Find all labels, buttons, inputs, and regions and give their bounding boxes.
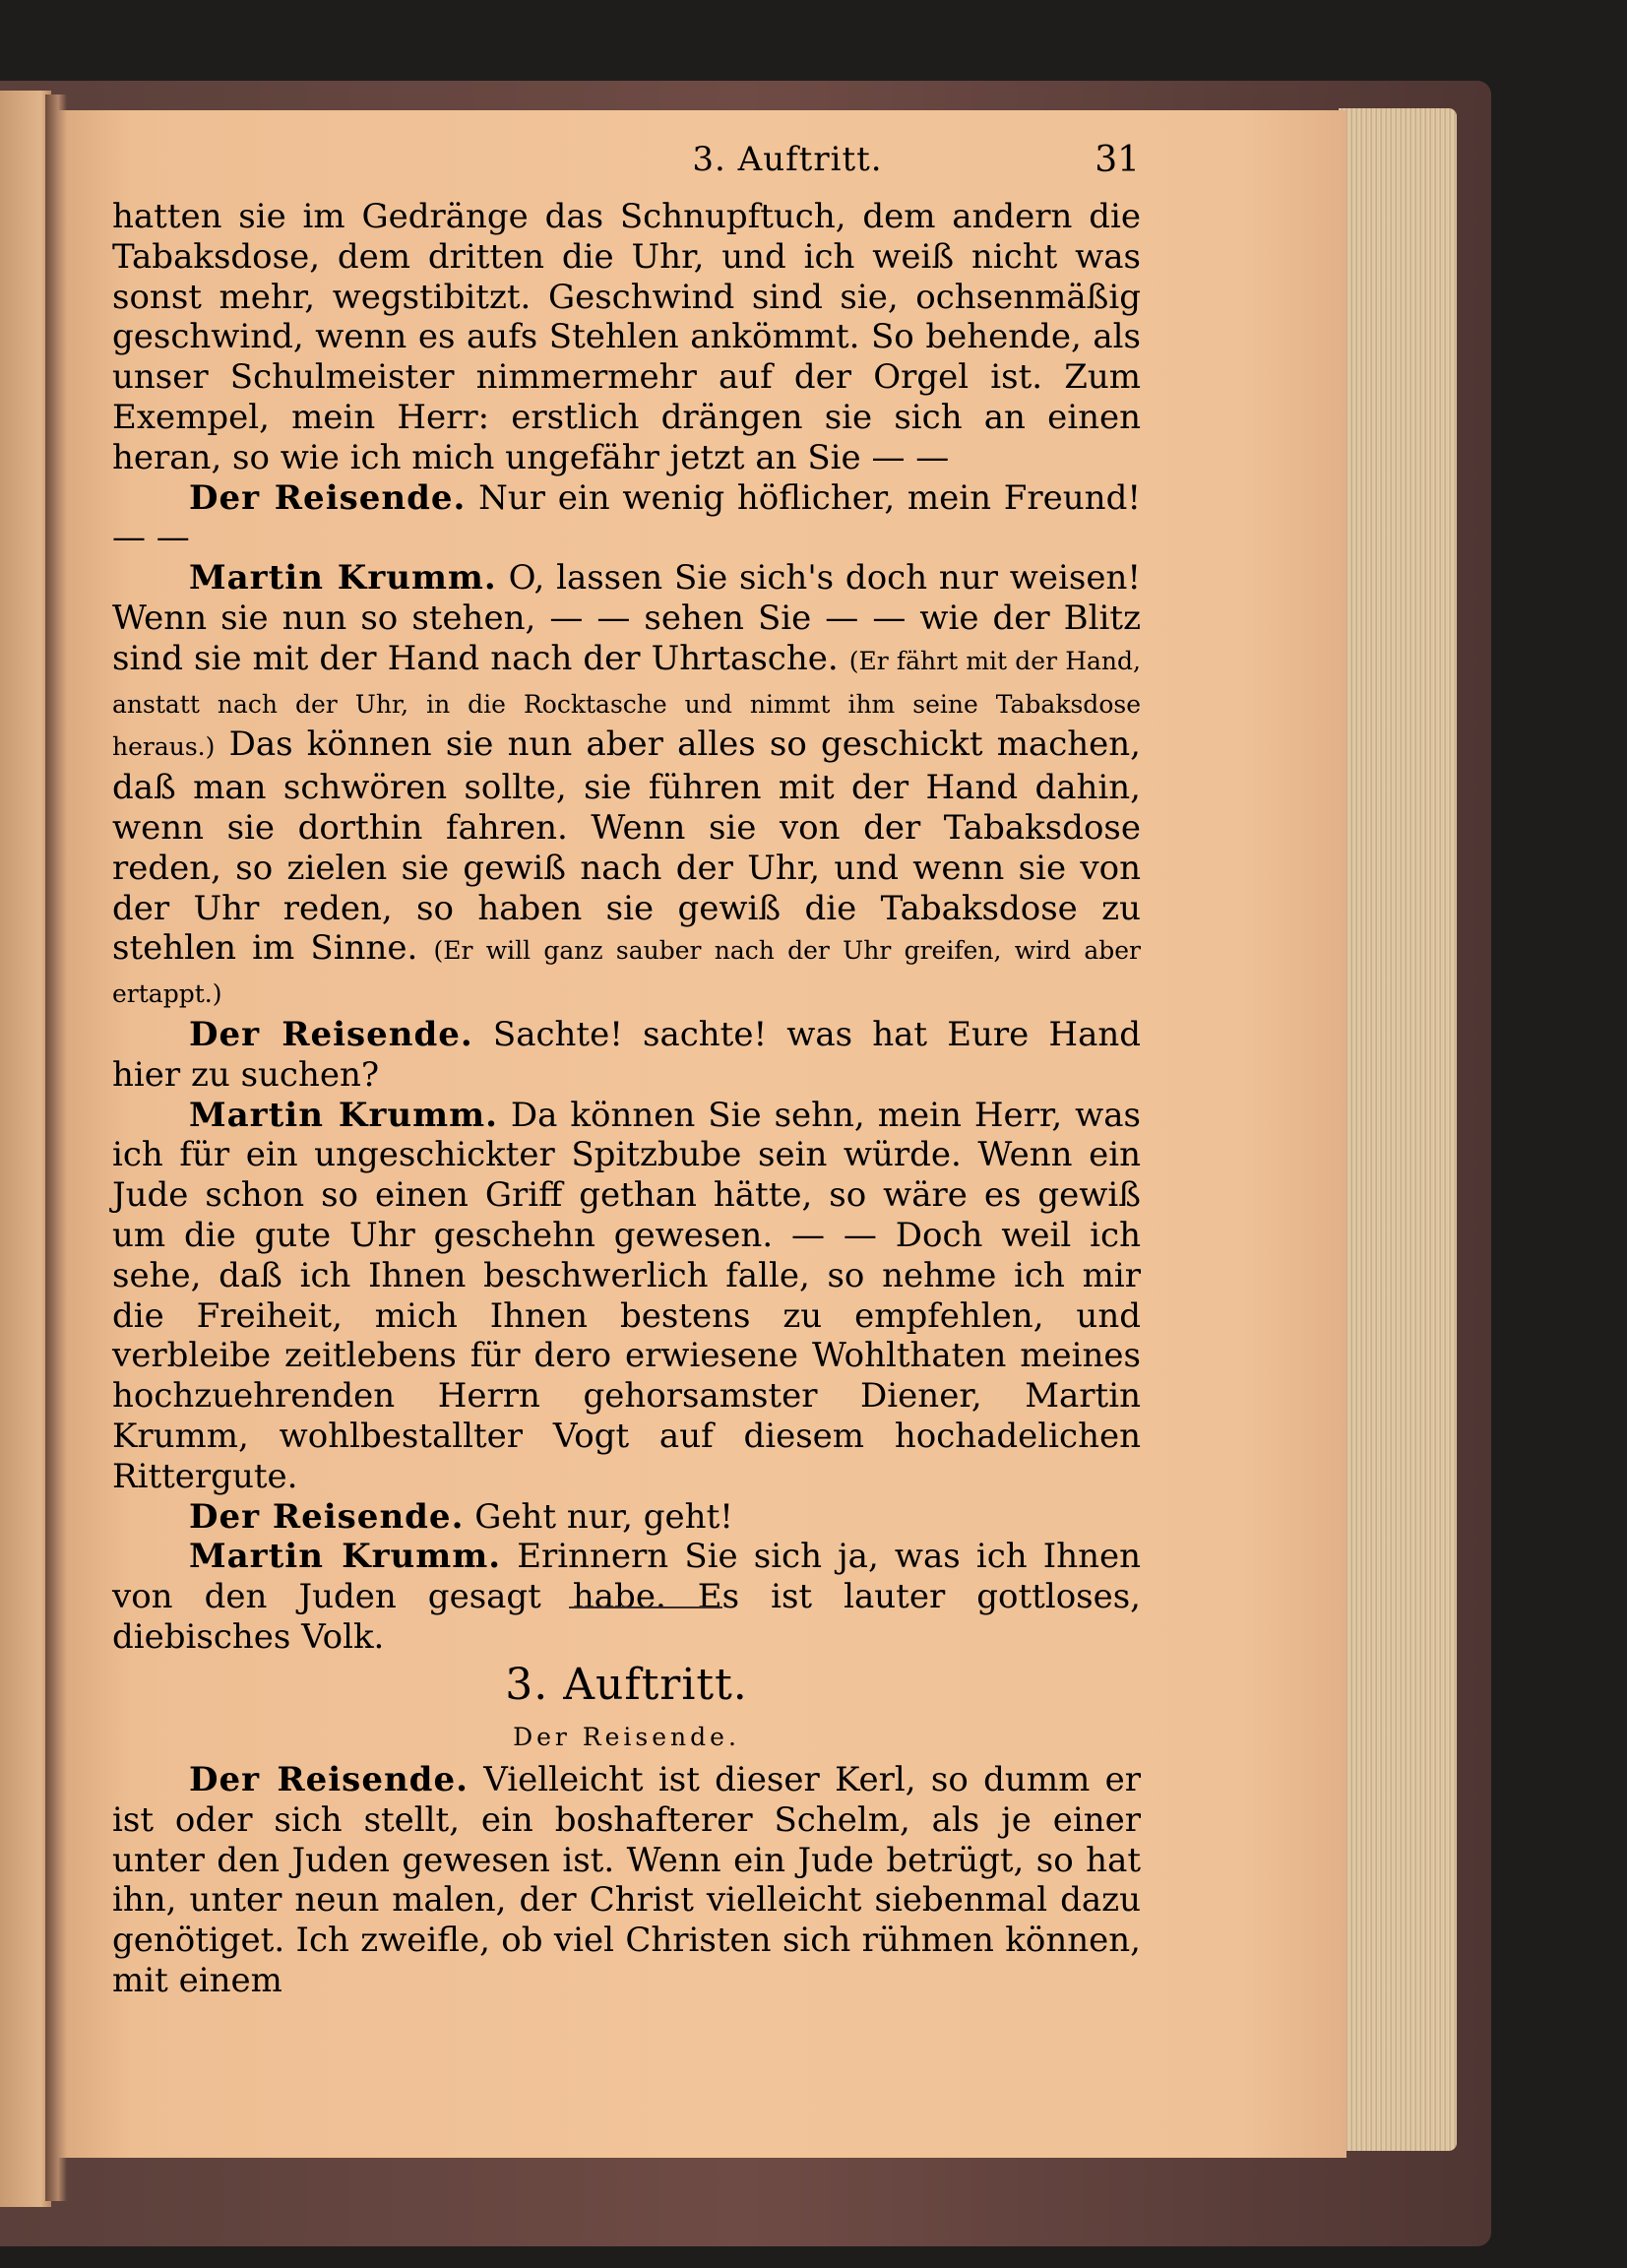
running-title: 3. Auftritt. xyxy=(692,140,883,179)
running-head xyxy=(512,140,1140,187)
dialogue-text: Das können sie nun aber alles so geschickt machen, daß man schwören sollte, sie führen mit der Hand dahin, wenn sie dorthin fahren. Wenn sie von der Tabaksdose reden, so zielen sie gewiß nach der Uhr, und wenn sie von der Uhr reden, so haben sie gewiß die Tabaksdose zu stehlen im Sinne. xyxy=(112,724,1141,969)
dialogue-line xyxy=(112,1497,1141,1538)
stage-direction: (Er will ganz sauber nach der Uhr greifen, wird aber ertappt.) xyxy=(112,936,1141,1009)
dialogue-text: Vielleicht ist dieser Kerl, so dumm er ist oder sich stellt, ein boshafterer Schelm, als je einer unter den Juden gewesen ist. Wenn ein Jude betrügt, so hat ihn, unter neun malen, der Christ vielleicht siebenmal dazu genötiget. Ich zweifle, ob viel Christen sich rühmen können, mit einem xyxy=(112,1760,1142,2000)
dialogue-line xyxy=(112,558,1141,1015)
speaker-name: Der Reisende. xyxy=(189,1014,473,1054)
main-text xyxy=(112,197,1141,1658)
dialogue-text: Nur ein wenig höflicher, mein Freund! — — xyxy=(112,477,1141,558)
dialogue-line xyxy=(112,1760,1141,2001)
dialogue-line xyxy=(112,1096,1141,1497)
speaker-name: Martin Krumm. xyxy=(189,1537,502,1577)
dialogue-line xyxy=(112,478,1141,559)
page-number: 31 xyxy=(1095,140,1140,180)
dialogue-text: Sachte! sachte! was hat Eure Hand hier zu suchen? xyxy=(112,1014,1142,1095)
paragraph: hatten sie im Gedränge das Schnupftuch, dem andern die Tabaksdose, dem dritten die Uhr, und ich weiß nicht was sonst mehr, wegstibitzt. Geschwind sind sie, ochsenmäßig geschwind, wenn es aufs Stehlen ankömmt. So behende, als unser Schulmeister nimmermehr auf der Orgel ist. Zum Exempel, mein Herr: erstlich drängen sie sich an einen heran, so wie ich mich ungefähr jetzt an Sie — — xyxy=(112,197,1141,477)
dialogue-line xyxy=(112,1537,1141,1657)
speaker-name: Der Reisende. xyxy=(189,1496,465,1537)
dialogue-text: O, lassen Sie sich's doch nur weisen! Wenn sie nun so stehen, — — sehen Sie — — wie der Blitz sind sie mit der Hand nach der Uhrtasche. xyxy=(112,558,1142,678)
speaker-name: Martin Krumm. xyxy=(189,558,497,598)
scene-heading: 3. Auftritt. xyxy=(505,1660,748,1710)
scene-characters: Der Reisende. xyxy=(513,1723,740,1751)
book-gutter xyxy=(45,94,67,2201)
section-divider xyxy=(569,1606,722,1608)
dialogue-text: Da können Sie sehn, mein Herr, was ich für ein ungeschickter Spitzbube sein würde. Wenn ein Jude schon so einen Griff gethan hätte, so wäre es gewiß um die gute Uhr geschehn gewesen. — — Doch weil ich sehe, daß ich Ihnen beschwerlich falle, so nehme ich mir die Freiheit, mich Ihnen bestens zu empfehlen, und verbleibe zeitlebens für dero erwiesene Wohlthaten meines hochzuehrenden Herrn gehorsamster Diener, Martin Krumm, wohlbestallter Vogt auf diesem hochadelichen Rittergute. xyxy=(112,1095,1141,1496)
speaker-name: Martin Krumm. xyxy=(189,1095,498,1135)
left-page-edge xyxy=(0,91,51,2207)
stage-direction: (Er fährt mit der Hand, anstatt nach der Uhr, in die Rocktasche und nimmt ihm seine Tabaksdose heraus.) xyxy=(112,646,1141,762)
speaker-name: Der Reisende. xyxy=(189,1760,469,1799)
page-edges xyxy=(1339,108,1457,2151)
speaker-name: Der Reisende. xyxy=(189,477,467,518)
scene-text xyxy=(112,1760,1141,2001)
dialogue-text: Geht nur, geht! xyxy=(474,1496,733,1537)
dialogue-line xyxy=(112,1015,1141,1096)
dialogue-text: Erinnern Sie sich ja, was ich Ihnen von den Juden gesagt habe. Es ist lauter gottloses, diebisches Volk. xyxy=(112,1537,1142,1657)
